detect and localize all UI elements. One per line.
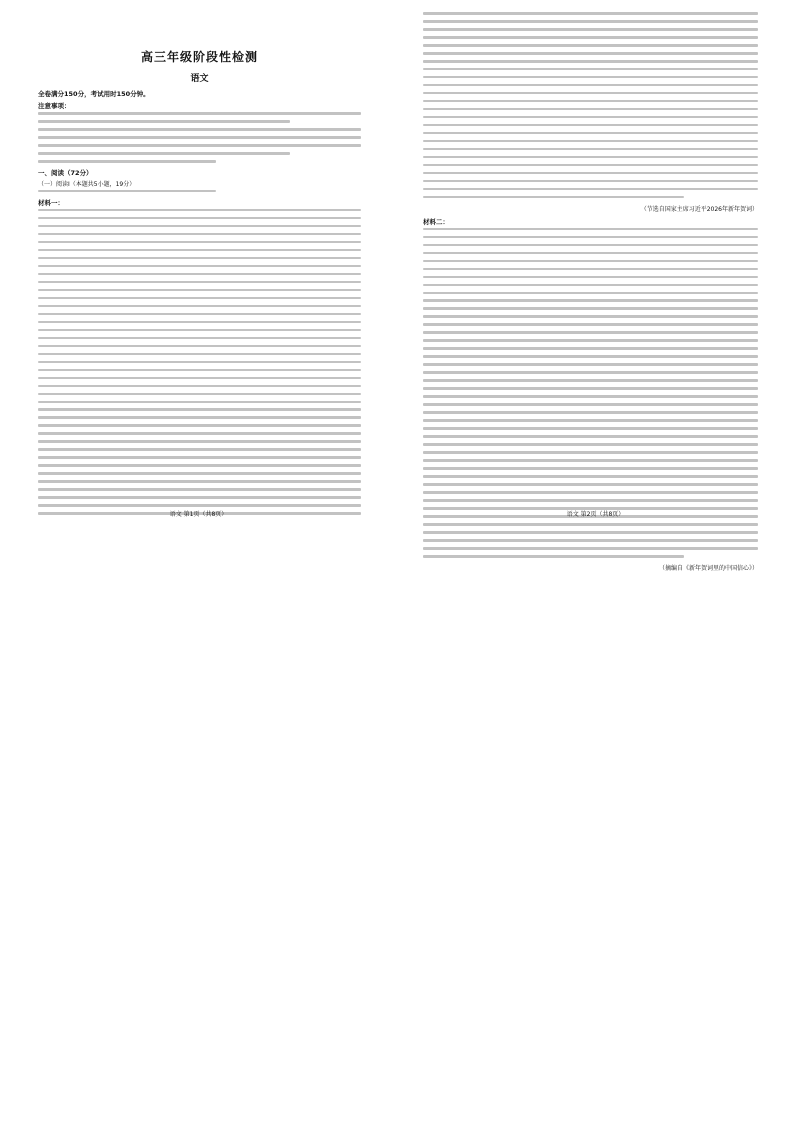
material-2-label: 材料二： <box>423 217 449 226</box>
page-2-footer: 语文 第2页（共8页） <box>566 511 625 518</box>
material-1-label: 材料一： <box>38 198 64 207</box>
material-1-continued-placeholder <box>423 12 758 198</box>
notes-text-placeholder <box>38 112 361 163</box>
exam-page-2 <box>397 0 794 572</box>
material-2-source: （摘编自《新年贺词里的中国信心》） <box>658 564 758 572</box>
notes-title: 注意事项： <box>38 102 71 110</box>
subject-title: 语文 <box>190 74 209 84</box>
material-1-text-placeholder <box>38 209 361 515</box>
material-1-source: （节选自国家主席习近平2026年新年贺词） <box>640 205 758 213</box>
exam-title: 高三年级阶段性检测 <box>140 50 258 64</box>
page-1-footer: 语文 第1页（共8页） <box>169 511 228 518</box>
score-time-line: 全卷满分150分，考试用时150分钟。 <box>38 90 150 98</box>
exam-page-1 <box>0 0 397 530</box>
instruction-placeholder <box>38 190 361 193</box>
subsection-heading: （一）阅读Ⅰ（本题共5小题，19分） <box>38 180 136 188</box>
section-heading: 一、阅读（72分） <box>38 168 93 177</box>
